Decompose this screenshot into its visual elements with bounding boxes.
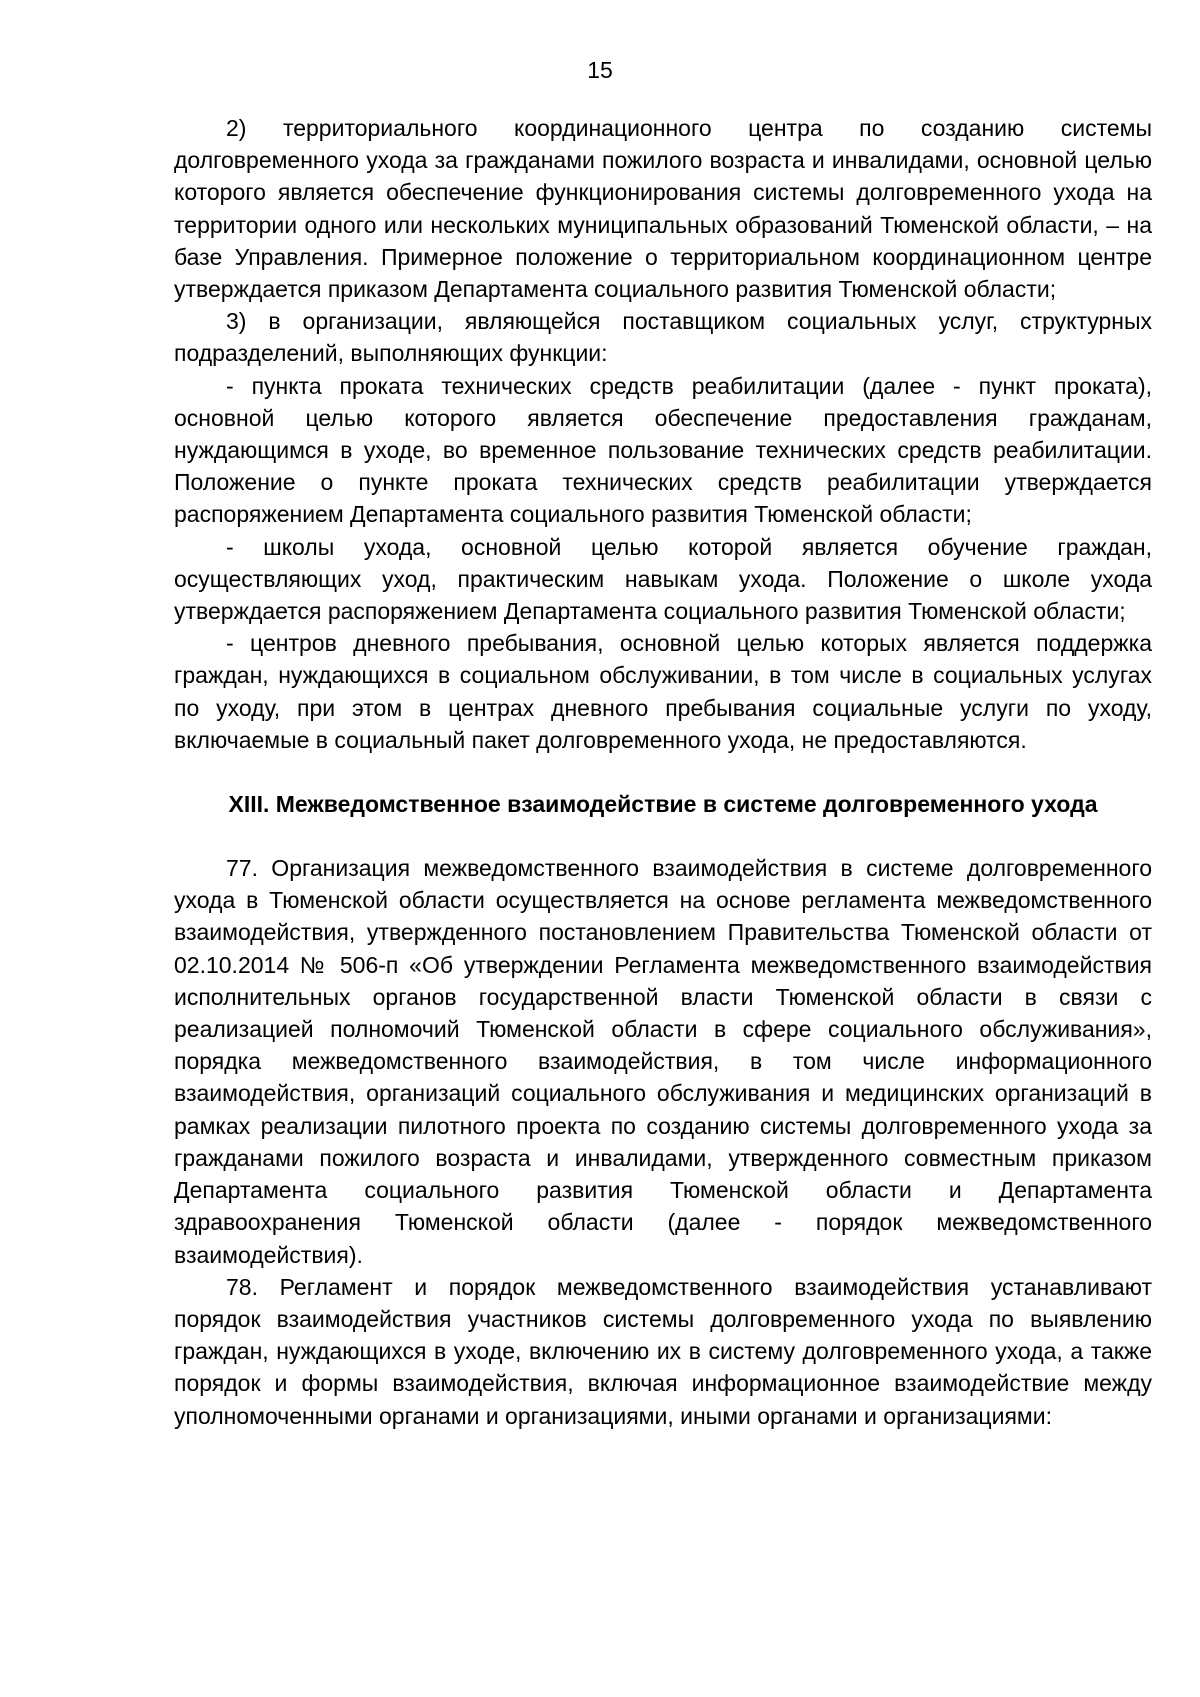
paragraph-territorial-center: 2) территориального координационного центра по созданию системы долговременного ухода за гражданами пожилого возраста и инвалидами, основной целью которого является обеспечение функционирования системы долговременного ухода на территории одного или нескольких муниципальных образований Тюменской области, – на базе Управления. Примерное положение о территориальном координационном центре утверждается приказом Департамента социального развития Тюменской области;	[174, 115, 1152, 303]
paragraph-78: 78. Регламент и порядок межведомственного взаимодействия устанавливают порядок взаимодействия участников системы долговременного ухода по выявлению граждан, нуждающихся в уходе, включению их в систему долговременного ухода, а также порядок и формы взаимодействия, включая информационное взаимодействие между уполномоченными органами и организациями, иными органами и организациями:	[174, 1273, 1152, 1429]
paragraph-day-centers: - центров дневного пребывания, основной целью которых является поддержка граждан, нуждающихся в социальном обслуживании, в том числе в социальных услугах по уходу, при этом в центрах дневного пребывания социальные услуги по уходу, включаемые в социальный пакет долговременного ухода, не предоставляются.	[174, 630, 1152, 753]
page-number: 15	[587, 57, 613, 83]
paragraph-care-school: - школы ухода, основной целью которой является обучение граждан, осуществляющих уход, практическим навыкам ухода. Положение о школе ухода утверждается распоряжением Департамента социального развития Тюменской области;	[174, 533, 1152, 625]
paragraph-provider-units: 3) в организации, являющейся поставщиком социальных услуг, структурных подразделений, выполняющих функции:	[174, 308, 1152, 367]
paragraph-rental-point: - пункта проката технических средств реабилитации (далее - пункт проката), основной целью которого является обеспечение предоставления гражданам, нуждающимся в уходе, во временное пользование технических средств реабилитации. Положение о пункте проката технических средств реабилитации утверждается распоряжением Департамента социального развития Тюменской области;	[174, 372, 1152, 528]
section-heading: XIII. Межведомственное взаимодействие в системе долговременного ухода	[228, 791, 1098, 818]
paragraph-77: 77. Организация межведомственного взаимодействия в системе долговременного ухода в Тюменской области осуществляется на основе регламента межведомственного взаимодействия, утвержденного постановлением Правительства Тюменской области от 02.10.2014 № 506-п «Об утверждении Регламента межведомственного взаимодействия исполнительных органов государственной власти Тюменской области в связи с реализацией полномочий Тюменской области в сфере социального обслуживания», порядка межведомственного взаимодействия, в том числе информационного взаимодействия, организаций социального обслуживания и медицинских организаций в рамках реализации пилотного проекта по созданию системы долговременного ухода за гражданами пожилого возраста и инвалидами, утвержденного совместным приказом Департамента социального развития Тюменской области и Департамента здравоохранения Тюменской области (далее - порядок межведомственного взаимодействия).	[174, 855, 1152, 1268]
document-body	[174, 112, 1152, 1432]
